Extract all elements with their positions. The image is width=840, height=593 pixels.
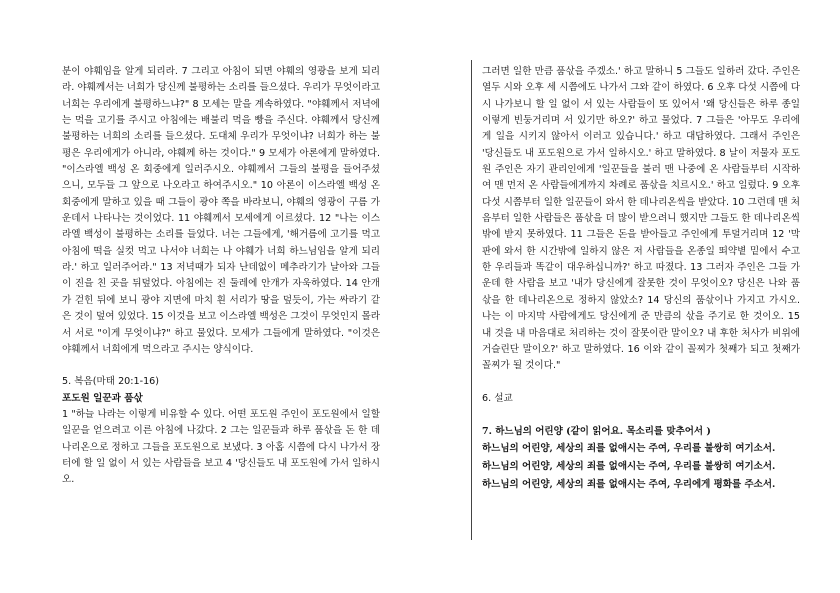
agnus-dei-line: 하느님의 어린양, 세상의 죄를 없애시는 주여, 우리를 불쌍히 여기소서. [482, 461, 776, 473]
column-divider [471, 60, 472, 540]
exodus-reading-text: 분이 야훼임을 알게 되리라. 7 그리고 아침이 되면 야훼의 영광을 보게 되리라. 야훼께서는 너희가 당신께 불평하는 소리를 들으셨다. 우리가 무엇이라고 너희는 우리에게 불평하느냐?" 8 모세는 말을 계속하였다. "야훼께서 저녁에는 먹을 고기를 주시고 아침에는 배불리 먹을 빵을 주신다. 야훼께서 당신께 불평하는 너희의 소리를 들으셨다. 도대체 우리가 무엇이냐? 너희가 하는 불평은 우리에게가 아니라, 야훼께 하는 것이다." 9 모세가 아론에게 말하였다. "이스라엘 백성 온 회중에게 일러주시오. 야훼께서 그들의 불평을 들어주셨으니, 모두들 그 앞으로 나오라고 하여주시오." 10 아론이 이스라엘 백성 온 회중에게 말하고 있을 때 그들이 광야 쪽을 바라보니, 야훼의 영광이 구름 가운데서 나타나는 것이었다. 11 야훼께서 모세에게 이르셨다. 12 "나는 이스라엘 백성이 불평하는 소리를 들었다. 너는 그들에게, '해거름에 고기를 먹고 아침에 떡을 실컷 먹고 나서야 너희는 나 야훼가 너희 하느님임을 알게 되리라.' 하고 일러주어라." 13 저녁때가 되자 난데없이 메추라기가 날아와 그들이 진을 친 곳을 뒤덮었다. 아침에는 진 둘레에 안개가 자욱하였다. 14 안개가 걷힌 뒤에 보니 광야 지면에 마치 흰 서리가 땅을 덮듯이, 가는 싸라기 같은 것이 덮여 있었다. 15 이것을 보고 이스라엘 백성은 그것이 무엇인지 몰라서 서로 "이게 무엇이냐?" 하고 물었다. 모세가 그들에게 말하였다. "이것은 야훼께서 너희에게 먹으라고 주시는 양식이다. [62, 66, 380, 355]
agnus-dei-line: 하느님의 어린양, 세상의 죄를 없애시는 주여, 우리에게 평화를 주소서. [482, 478, 776, 490]
gospel-continued-text: 그러면 일한 만큼 품삯을 주겠소.' 하고 말하니 5 그들도 일하러 갔다. 주인은 열두 시와 오후 세 시쯤에도 나가서 그와 같이 하였다. 6 오후 다섯 시쯤에 다시 나가보니 할 일 없이 서 있는 사람들이 또 있어서 '왜 당신들은 하루 종일 이렇게 빈둥거리며 서 있기만 하오?' 하고 물었다. 7 그들은 '아무도 우리에게 일을 시키지 않아서 이러고 있습니다.' 하고 대답하였다. 그래서 주인은 '당신들도 내 포도원으로 가서 일하시오.' 하고 말하였다. 8 날이 저물자 포도원 주인은 자기 관리인에게 '일꾼들을 불러 맨 나중에 온 사람들부터 시작하여 맨 먼저 온 사람들에게까지 차례로 품삯을 치르시오.' 하고 일렀다. 9 오후 다섯 시쯤부터 일한 일꾼들이 와서 한 데나리온씩을 받았다. 10 그런데 맨 처음부터 일한 사람들은 품삯을 더 많이 받으려니 했지만 그들도 한 데나리온씩밖에 받지 못하였다. 11 그들은 돈을 받아들고 주인에게 투덜거리며 12 '막판에 와서 한 시간밖에 일하지 않은 저 사람들을 온종일 뙤약볕 밑에서 수고한 우리들과 똑같이 대우하십니까?' 하고 따졌다. 13 그러자 주인은 그들 가운데 한 사람을 보고 '내가 당신에게 잘못한 것이 무엇이오? 당신은 나와 품삯을 한 데나리온으로 정하지 않았소? 14 당신의 품삯이나 가지고 가시오. 나는 이 마지막 사람에게도 당신에게 준 만큼의 삯을 주기로 한 것이오. 15 내 것을 내 마음대로 처리하는 것이 잘못이란 말이오? 내 후한 처사가 비위에 거슬린단 말이오?' 하고 말하였다. 16 이와 같이 꼴찌가 첫째가 되고 첫째가 꼴찌가 될 것이다." [482, 66, 800, 372]
gospel-title: 포도원 일꾼과 품삯 [62, 392, 143, 404]
agnus-dei-heading: 7. 하느님의 어린양 (같이 읽어요. 목소리를 맞추어서 ) [482, 425, 711, 437]
right-column [482, 64, 800, 493]
left-column [62, 64, 380, 489]
gospel-heading: 5. 복음(마태 20:1-16) [62, 376, 160, 388]
gospel-reading-text: 1 "하늘 나라는 이렇게 비유할 수 있다. 어떤 포도원 주인이 포도원에서 일할 일꾼을 얻으려고 이른 아침에 나갔다. 2 그는 일꾼들과 하루 품삯을 돈 한 데나리온으로 정하고 그들을 포도원으로 보냈다. 3 아홉 시쯤에 다시 나가서 장터에 할 일 없이 서 있는 사람들을 보고 4 '당신들도 내 포도원에 가서 일하시오. [62, 408, 380, 486]
agnus-dei-line: 하느님의 어린양, 세상의 죄를 없애시는 주여, 우리를 불쌍히 여기소서. [482, 443, 776, 455]
sermon-heading: 6. 설교 [482, 392, 513, 404]
